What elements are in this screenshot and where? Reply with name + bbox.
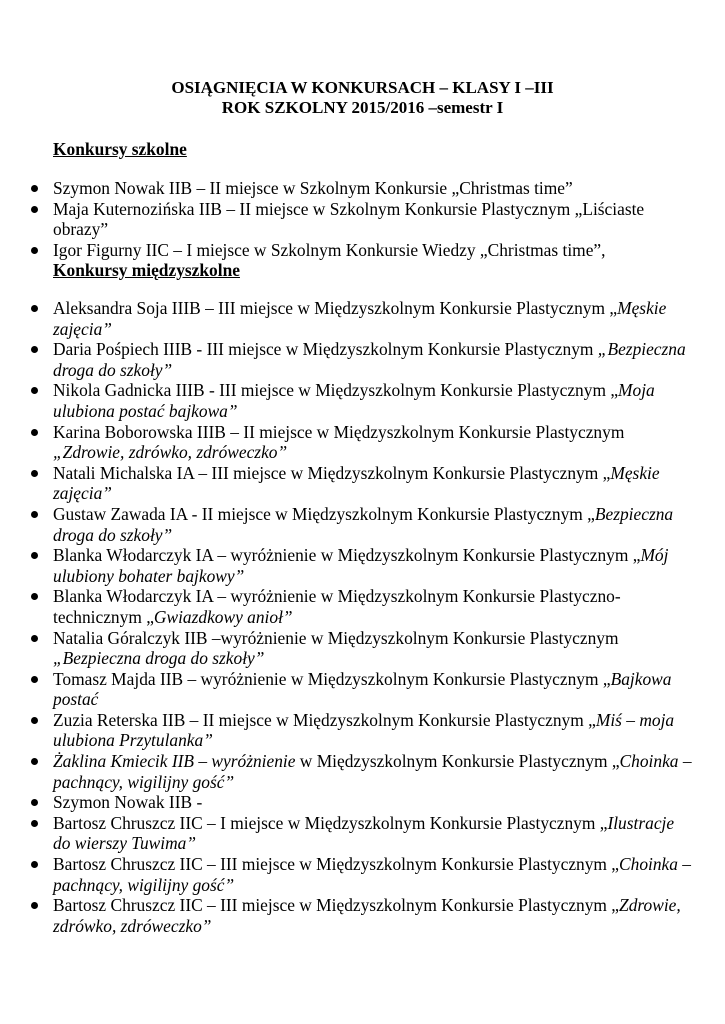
list-item [0, 240, 725, 261]
interschool-competitions-list [0, 298, 725, 936]
item-title-italic: Choinka – [619, 854, 692, 875]
bullet-icon [31, 387, 38, 394]
item-line [53, 730, 685, 751]
bullet-icon [31, 717, 38, 724]
bullet-icon [31, 552, 38, 559]
bullet-icon [31, 820, 38, 827]
item-line [53, 792, 685, 813]
list-item [0, 380, 725, 421]
item-line [53, 401, 685, 422]
list-item [0, 813, 725, 854]
list-item [0, 710, 725, 751]
list-item [0, 339, 725, 380]
item-title-italic: Męskie [617, 298, 667, 318]
title-line-2: ROK SZKOLNY 2015/2016 –semestr I [221, 98, 504, 117]
item-line [53, 607, 685, 628]
item-line [53, 380, 685, 401]
item-title-italic: zdrówko, zdróweczko” [53, 915, 212, 936]
item-line [53, 339, 685, 360]
bullet-icon [31, 758, 38, 765]
item-title-italic: zajęcia” [53, 318, 112, 339]
item-line [53, 504, 685, 525]
item-text: obrazy” [53, 219, 109, 240]
item-text: Natali Michalska IA – III miejsce w Międzyszkolnym Konkursie Plastycznym „ [53, 462, 611, 483]
item-title-italic: Choinka – [619, 751, 692, 772]
item-text: Zuzia Reterska IIB – II miejsce w Międzyszkolnym Konkursie Plastycznym „ [53, 709, 596, 730]
item-line [53, 360, 685, 381]
item-title-italic: „Bezpieczna droga do szkoły” [53, 648, 265, 669]
item-text: Szymon Nowak IIB - [53, 792, 203, 813]
item-text: Maja Kuternozińska IIB – II miejsce w Szkolnym Konkursie Plastycznym „Liściaste [53, 198, 645, 219]
item-line [53, 628, 685, 649]
bullet-icon [31, 429, 38, 436]
bullet-icon [31, 185, 38, 192]
item-text: Natalia Góralczyk IIB –wyróżnienie w Międzyszkolnym Konkursie Plastycznym [53, 627, 619, 648]
school-competitions-list [0, 178, 725, 260]
school-competitions-heading: Konkursy szkolne [53, 139, 187, 159]
list-item [0, 586, 725, 627]
item-title-italic: Bajkowa [610, 668, 672, 689]
item-text: Tomasz Majda IIB – wyróżnienie w Międzyszkolnym Konkursie Plastycznym „ [53, 668, 611, 689]
item-title-italic: do wierszy Tuwima” [53, 833, 197, 854]
bullet-icon [31, 305, 38, 312]
list-item [0, 504, 725, 545]
item-line [53, 772, 685, 793]
bullet-icon [31, 511, 38, 518]
bullet-icon [31, 861, 38, 868]
item-line [53, 483, 685, 504]
bullet-icon [31, 247, 38, 254]
bullet-icon [31, 346, 38, 353]
bullet-icon [31, 676, 38, 683]
list-item [0, 854, 725, 895]
item-line [53, 463, 685, 484]
item-title-italic: postać [53, 689, 99, 710]
item-line [53, 525, 685, 546]
item-line [53, 586, 685, 607]
item-line [53, 875, 685, 896]
list-item [0, 895, 725, 936]
item-title-italic: Żaklina Kmiecik IIB – wyróżnienie [53, 751, 296, 772]
document-title [0, 78, 725, 118]
item-title-italic: Gwiazdkowy anioł” [153, 606, 293, 627]
interschool-competitions-heading: Konkursy międzyszkolne [53, 260, 240, 280]
list-item [0, 463, 725, 504]
item-line [53, 566, 685, 587]
item-line [53, 178, 685, 199]
item-line [53, 545, 685, 566]
item-line [53, 240, 685, 261]
item-text: Bartosz Chruszcz IIC – III miejsce w Międzyszkolnym Konkursie Plastycznym „ [53, 854, 620, 875]
item-title-italic: Ilustracje [607, 812, 675, 833]
item-line [53, 895, 685, 916]
item-line [53, 648, 685, 669]
list-item [0, 669, 725, 710]
list-item [0, 422, 725, 463]
item-text: Bartosz Chruszcz IIC – I miejsce w Międzyszkolnym Konkursie Plastycznym „ [53, 812, 608, 833]
item-title-italic: zajęcia” [53, 483, 112, 504]
list-item [0, 178, 725, 199]
item-line [53, 916, 685, 937]
item-title-italic: ulubiony bohater bajkowy” [53, 565, 245, 586]
item-line [53, 219, 685, 240]
item-line [53, 854, 692, 875]
bullet-icon [31, 470, 38, 477]
bullet-icon [31, 593, 38, 600]
item-line [53, 298, 685, 319]
item-title-italic: Zdrowie, [619, 895, 681, 916]
item-text: Aleksandra Soja IIIB – III miejsce w Międzyszkolnym Konkursie Plastycznym „ [53, 298, 618, 318]
title-line-1: OSIĄGNIĘCIA W KONKURSACH – KLASY I –III [171, 78, 554, 97]
item-title-italic: „Zdrowie, zdrówko, zdróweczko” [53, 442, 288, 463]
item-title-italic: Moja [618, 380, 655, 401]
item-title-italic: „Bezpieczna [597, 339, 686, 360]
item-line [53, 689, 685, 710]
list-item [0, 545, 725, 586]
item-text: Blanka Włodarczyk IA – wyróżnienie w Międzyszkolnym Konkursie Plastycznym „ [53, 545, 641, 566]
list-item [0, 199, 725, 240]
item-title-italic: Bezpieczna [594, 503, 674, 524]
item-line [53, 199, 685, 220]
item-text: technicznym „ [53, 606, 154, 627]
item-title-italic: Mój [640, 545, 669, 566]
item-line [53, 442, 685, 463]
item-title-italic: pachnący, wigilijny gość” [53, 771, 235, 792]
item-title-italic: droga do szkoły” [53, 524, 173, 545]
item-text: w Międzyszkolnym Konkursie Plastycznym „ [295, 751, 620, 772]
bullet-icon [31, 902, 38, 909]
item-title-italic: ulubiona postać bajkowa” [53, 400, 238, 421]
item-title-italic: pachnący, wigilijny gość” [53, 874, 235, 895]
item-line [53, 422, 685, 443]
item-title-italic: droga do szkoły” [53, 359, 173, 380]
list-item [0, 298, 725, 339]
item-text: Bartosz Chruszcz IIC – III miejsce w Międzyszkolnym Konkursie Plastycznym „ [53, 895, 620, 916]
item-line [53, 669, 685, 690]
bullet-icon [31, 799, 38, 806]
item-text: Karina Boborowska IIIB – II miejsce w Międzyszkolnym Konkursie Plastycznym [53, 421, 625, 442]
item-text: Gustaw Zawada IA - II miejsce w Międzyszkolnym Konkursie Plastycznym „ [53, 503, 595, 524]
item-title-italic: ulubiona Przytulanka” [53, 730, 213, 751]
item-title-italic: Męskie [610, 462, 660, 483]
item-line [53, 710, 685, 731]
item-text: Szymon Nowak IIB – II miejsce w Szkolnym Konkursie „Christmas time” [53, 178, 573, 198]
item-text: Nikola Gadnicka IIIB - III miejsce w Międzyszkolnym Konkursie Plastycznym „ [53, 380, 619, 401]
item-line [53, 813, 685, 834]
item-line [53, 319, 685, 340]
item-title-italic: Miś – moja [595, 709, 675, 730]
list-item [0, 792, 725, 813]
item-line [53, 751, 692, 772]
item-text: Igor Figurny IIC – I miejsce w Szkolnym Konkursie Wiedzy „Christmas time”, [53, 239, 606, 260]
bullet-icon [31, 206, 38, 213]
item-text: Daria Pośpiech IIIB - III miejsce w Międzyszkolnym Konkursie Plastycznym [53, 339, 598, 360]
list-item [0, 628, 725, 669]
list-item [0, 751, 725, 792]
item-line [53, 833, 685, 854]
bullet-icon [31, 635, 38, 642]
item-text: Blanka Włodarczyk IA – wyróżnienie w Międzyszkolnym Konkursie Plastyczno- [53, 586, 621, 607]
